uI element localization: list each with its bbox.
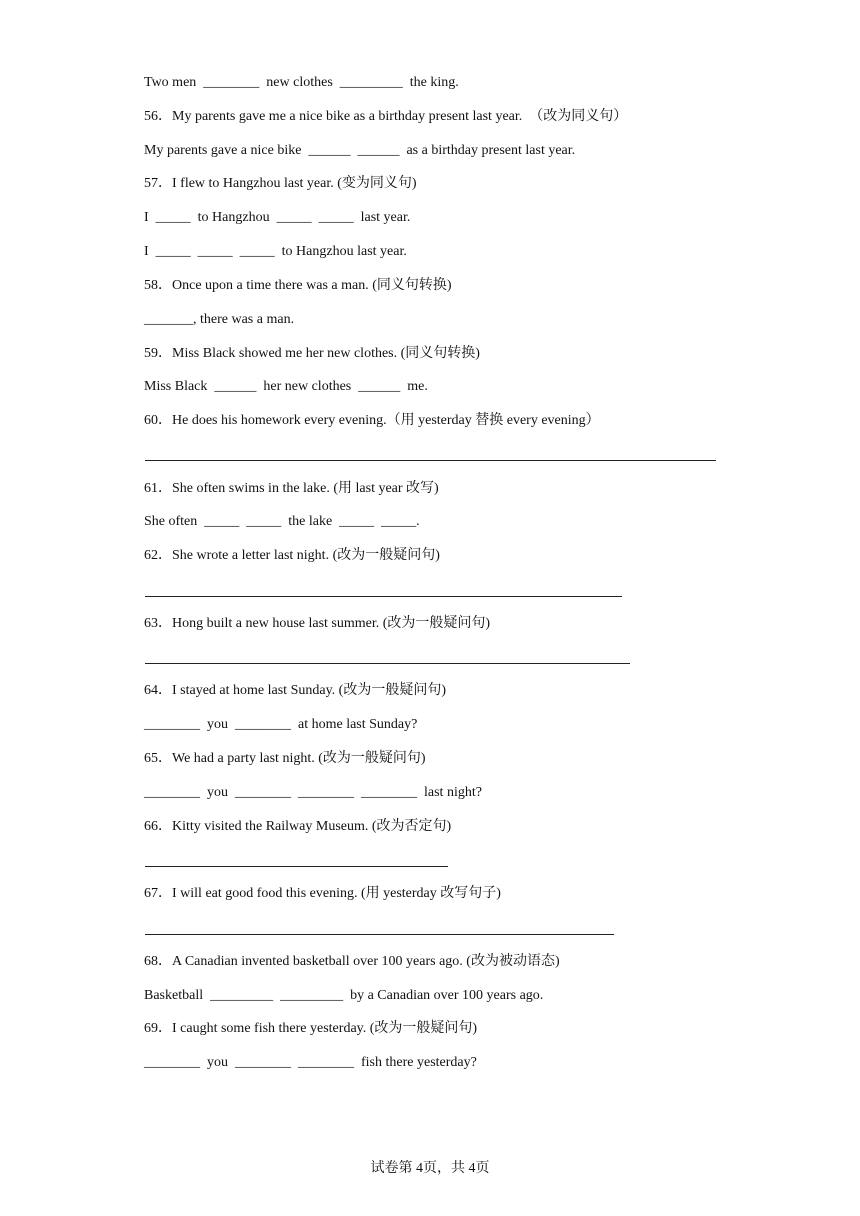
answer-line-65: ________ you ________ ________ ________ last night? <box>144 785 482 800</box>
answer-line-55: Two men ________ new clothes _________ the king. <box>144 75 459 90</box>
answer-rule-62 <box>145 596 622 597</box>
question-60: 60．He does his homework every evening.（用 yesterday 替换 every evening） <box>144 413 600 428</box>
question-69: 69．I caught some fish there yesterday. (改为一般疑问句) <box>144 1021 478 1036</box>
answer-line-61: She often _____ _____ the lake _____ _____. <box>144 514 420 529</box>
page-footer: 试卷第 4页，共 4页 <box>370 1161 490 1176</box>
question-64: 64．I stayed at home last Sunday. (改为一般疑问句) <box>144 683 446 698</box>
question-66: 66．Kitty visited the Railway Museum. (改为否定句) <box>144 819 452 834</box>
answer-rule-63 <box>145 663 630 664</box>
question-58: 58．Once upon a time there was a man. (同义句转换) <box>144 278 452 293</box>
question-61: 61．She often swims in the lake. (用 last year 改写) <box>144 481 439 496</box>
answer-line-57b: I _____ _____ _____ to Hangzhou last year. <box>144 244 407 259</box>
question-62: 62．She wrote a letter last night. (改为一般疑问句) <box>144 548 440 563</box>
answer-line-64: ________ you ________ at home last Sunday? <box>144 717 418 732</box>
question-67: 67．I will eat good food this evening. (用 yesterday 改写句子) <box>144 886 501 901</box>
answer-line-57a: I _____ to Hangzhou _____ _____ last year. <box>144 210 411 225</box>
answer-line-68: Basketball _________ _________ by a Canadian over 100 years ago. <box>144 988 544 1003</box>
question-63: 63．Hong built a new house last summer. (改为一般疑问句) <box>144 616 491 631</box>
answer-line-58: _______, there was a man. <box>144 312 295 327</box>
question-68: 68．A Canadian invented basketball over 100 years ago. (改为被动语态) <box>144 954 560 969</box>
question-59: 59．Miss Black showed me her new clothes. (同义句转换) <box>144 346 480 361</box>
answer-rule-66 <box>145 866 448 867</box>
answer-line-59: Miss Black ______ her new clothes ______ me. <box>144 379 428 394</box>
answer-rule-67 <box>145 934 614 935</box>
question-65: 65．We had a party last night. (改为一般疑问句) <box>144 751 426 766</box>
answer-rule-60 <box>145 460 716 461</box>
question-56: 56．My parents gave me a nice bike as a birthday present last year. （改为同义句） <box>144 109 628 124</box>
answer-line-56: My parents gave a nice bike ______ ______ as a birthday present last year. <box>144 143 576 158</box>
answer-line-69: ________ you ________ ________ fish there yesterday? <box>144 1055 477 1070</box>
question-57: 57．I flew to Hangzhou last year. (变为同义句) <box>144 176 417 191</box>
